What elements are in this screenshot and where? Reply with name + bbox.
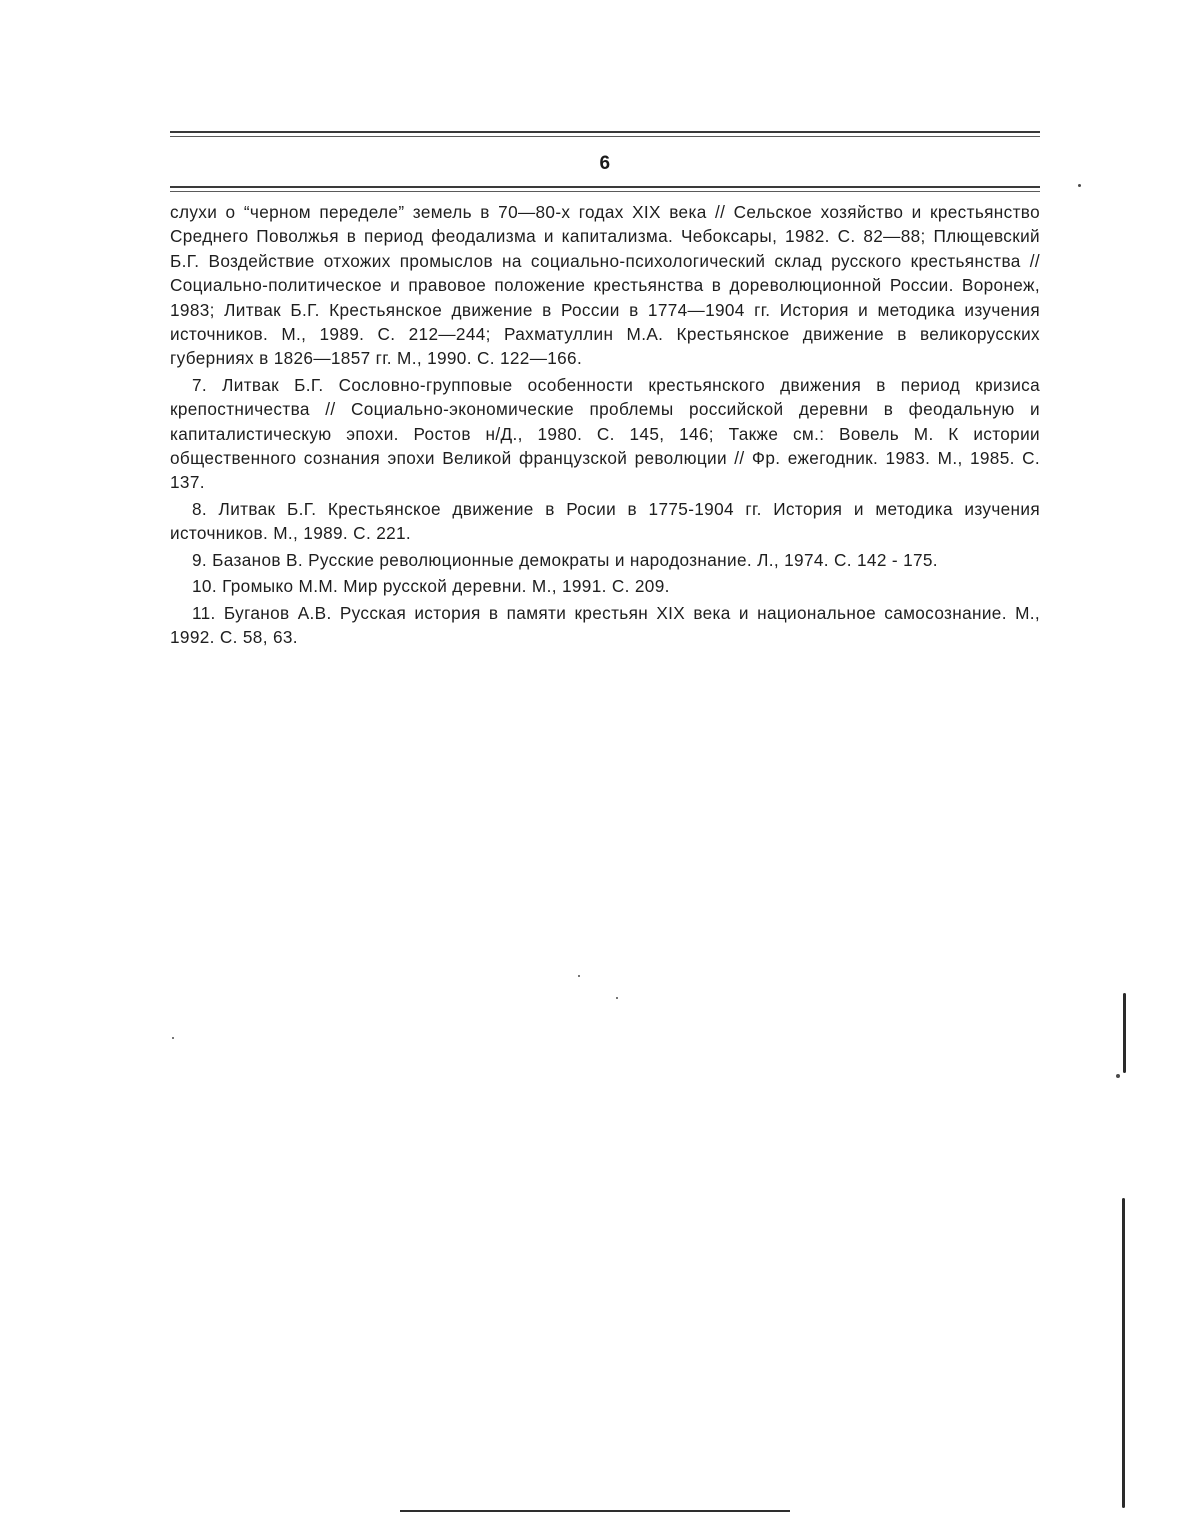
scan-speck [578,975,580,977]
endnote-7: 7. Литвак Б.Г. Сословно-групповые особенности крестьянского движения в период кризиса крепостничества // Социально-экономические проблемы российской деревни в феодальную и капиталистическую эпохи. Ростов н/Д., 1980. С. 145, 146; Также см.: Вовель М. К истории общественного сознания эпохи Великой французской революции // Фр. ежегодник. 1983. М., 1985. С. 137. [170,374,1040,493]
endnote-8: 8. Литвак Б.Г. Крестьянское движение в Росии в 1775-1904 гг. История и методика изучения источников. М., 1989. С. 221. [170,498,1040,544]
page-number: 6 [599,153,611,174]
rule-line [170,131,1040,133]
rule-line [170,191,1040,192]
header-rule-bottom [170,186,1040,195]
rule-line [170,136,1040,137]
endnote-11: 11. Буганов А.В. Русская история в памяти крестьян XIX века и национальное самосознание. М., 1992. С. 58, 63. [170,602,1040,647]
scan-speck [616,997,618,999]
scan-speck [1116,1074,1120,1078]
bottom-scan-line [400,1510,790,1512]
endnote-continuation: слухи о “черном переделе” земель в 70—80-х годах XIX века // Сельское хозяйство и крестьянство Среднего Поволжья в период феодализма и капитализма. Чебоксары, 1982. С. 82—88; Плющевский Б.Г. Воздействие отхожих промыслов на социально-психологический склад русского крестьянства // Социально-политическое и правовое положение крестьянства в дореволюционной России. Воронеж, 1983; Литвак Б.Г. Крестьянское движение в России в 1774—1904 гг. История и методика изучения источников. М., 1989. С. 212—244; Рахматуллин М.А. Крестьянское движение в великорусских губерниях в 1826—1857 гг. М., 1990. С. 122—166. [170,202,1040,369]
scan-edge-mark [1123,993,1126,1073]
endnote-10: 10. Громыко М.М. Мир русской деревни. М., 1991. С. 209. [192,576,670,597]
scan-speck [172,1037,174,1039]
header-rule-top [170,131,1040,140]
scan-edge-mark [1122,1198,1125,1508]
endnotes [170,200,1040,651]
rule-line [170,186,1040,188]
scan-speck [1078,184,1081,187]
endnote-9: 9. Базанов В. Русские революционные демократы и народознание. Л., 1974. С. 142 - 175. [192,549,938,570]
